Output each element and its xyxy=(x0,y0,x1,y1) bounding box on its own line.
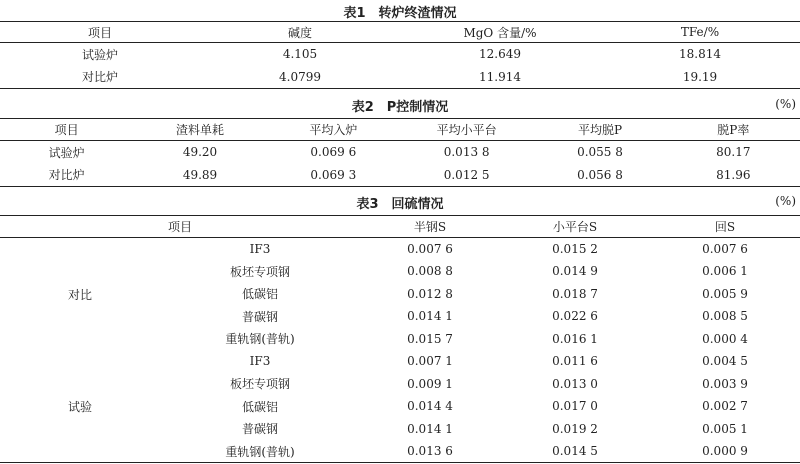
table-cell: IF3 xyxy=(249,354,271,369)
table-cell: 0.012 8 xyxy=(407,286,453,301)
table-row xyxy=(0,141,800,164)
group-label-test: 试验 xyxy=(67,399,92,414)
table3-title: 表3 回硫情况 xyxy=(356,197,444,212)
table-cell: 板坯专项钢 xyxy=(230,264,291,279)
table-cell: 0.000 9 xyxy=(702,444,748,458)
table-cell: 0.011 6 xyxy=(552,354,598,369)
table3 xyxy=(0,215,800,463)
table-cell: 低碳铝 xyxy=(242,287,279,302)
table2-header-item: 项目 xyxy=(0,119,133,141)
table-cell: 板坯专项钢 xyxy=(230,377,291,392)
table3-header-item: 项目 xyxy=(0,216,360,238)
table-cell: 0.003 9 xyxy=(702,376,748,391)
table-cell: 普碳钢 xyxy=(242,422,279,437)
table-cell: 0.005 9 xyxy=(702,286,748,301)
table-cell: 0.013 8 xyxy=(443,145,490,160)
table-cell: 对比炉 xyxy=(81,70,118,85)
table-cell: 0.019 2 xyxy=(552,421,598,436)
table-cell: 0.069 6 xyxy=(310,145,357,160)
table1 xyxy=(0,21,800,89)
table1-header-item: 项目 xyxy=(0,22,200,43)
table-cell: 普碳钢 xyxy=(242,309,279,324)
table-cell: 对比炉 xyxy=(48,168,85,183)
table-cell: 0.012 5 xyxy=(443,167,490,182)
table-cell: IF3 xyxy=(249,242,271,256)
table2-header-in: 平均入炉 xyxy=(267,119,400,141)
table-cell: 0.014 1 xyxy=(407,421,453,436)
table-row xyxy=(0,164,800,187)
table-cell: 0.069 3 xyxy=(310,167,357,182)
table-cell: 0.015 2 xyxy=(552,242,598,256)
table-cell: 0.004 5 xyxy=(702,354,748,369)
table2-header-dep: 平均脱P xyxy=(533,119,666,141)
table-cell: 0.002 7 xyxy=(702,399,748,414)
table-cell: 重轨钢(普轨) xyxy=(225,332,295,347)
table-cell: 0.006 1 xyxy=(702,264,748,279)
table-cell: 重轨钢(普轨) xyxy=(225,444,295,459)
table-cell: 0.007 6 xyxy=(407,242,453,256)
table3-header-semisteel-s: 半钢S xyxy=(360,216,500,238)
table1-header-tfe: TFe/% xyxy=(600,22,800,43)
table-cell: 0.014 1 xyxy=(407,309,453,324)
table-cell: 0.014 5 xyxy=(552,444,598,458)
table1-header-basicity: 碱度 xyxy=(200,22,400,43)
table-cell: 80.17 xyxy=(716,145,751,160)
table-cell: 0.014 9 xyxy=(552,264,598,279)
table-row xyxy=(0,350,800,373)
table3-header-row xyxy=(0,216,800,238)
table-cell: 0.000 4 xyxy=(702,331,748,346)
table3-header-platform-s: 小平台S xyxy=(500,216,650,238)
table1-header-mgo: MgO 含量/% xyxy=(400,22,600,43)
table-cell: 49.20 xyxy=(182,145,218,160)
table-cell: 11.914 xyxy=(479,69,521,84)
table2 xyxy=(0,118,800,187)
table-cell: 0.013 0 xyxy=(552,376,598,391)
table-cell: 4.105 xyxy=(282,47,318,62)
table2-header-slag: 渣料单耗 xyxy=(133,119,266,141)
table-cell: 试验炉 xyxy=(81,47,118,62)
table-cell: 0.005 1 xyxy=(702,421,748,436)
table-cell: 0.056 8 xyxy=(577,167,623,182)
table-cell: 0.007 1 xyxy=(407,354,453,369)
table-cell: 低碳铝 xyxy=(242,399,279,414)
table-cell: 19.19 xyxy=(682,69,718,84)
table-cell: 0.008 5 xyxy=(702,309,748,324)
table-cell: 0.014 4 xyxy=(407,399,453,414)
table-cell: 0.013 6 xyxy=(407,444,453,458)
table-cell: 4.0799 xyxy=(279,69,321,84)
table3-unit: (%) xyxy=(775,194,796,208)
table1-title: 表1 转炉终渣情况 xyxy=(343,6,457,21)
table1-header-row xyxy=(0,22,800,43)
table-cell: 0.015 7 xyxy=(407,331,453,346)
table-cell: 18.814 xyxy=(679,47,721,62)
table2-title: 表2 P控制情况 xyxy=(351,100,449,115)
table-cell: 0.009 1 xyxy=(407,376,453,391)
table2-header-rate: 脱P率 xyxy=(667,119,800,141)
table-cell: 0.007 6 xyxy=(702,242,748,256)
table-cell: 81.96 xyxy=(716,167,751,182)
table-row xyxy=(0,66,800,89)
table-cell: 试验炉 xyxy=(48,145,85,160)
table3-header-return-s: 回S xyxy=(650,216,800,238)
table-cell: 49.89 xyxy=(182,167,218,182)
table2-header-row xyxy=(0,119,800,141)
table-cell: 0.022 6 xyxy=(552,309,598,324)
table-cell: 0.008 8 xyxy=(407,264,453,279)
table-cell: 0.016 1 xyxy=(552,331,598,346)
table-cell: 12.649 xyxy=(479,47,521,62)
table-cell: 0.055 8 xyxy=(577,145,623,160)
table-cell: 0.017 0 xyxy=(552,399,598,414)
table-row xyxy=(0,43,800,66)
table-cell: 0.018 7 xyxy=(552,286,598,301)
group-label-compare: 对比 xyxy=(67,287,92,302)
table2-unit: (%) xyxy=(775,97,796,111)
table-row xyxy=(0,238,800,261)
table2-header-platform: 平均小平台 xyxy=(400,119,533,141)
